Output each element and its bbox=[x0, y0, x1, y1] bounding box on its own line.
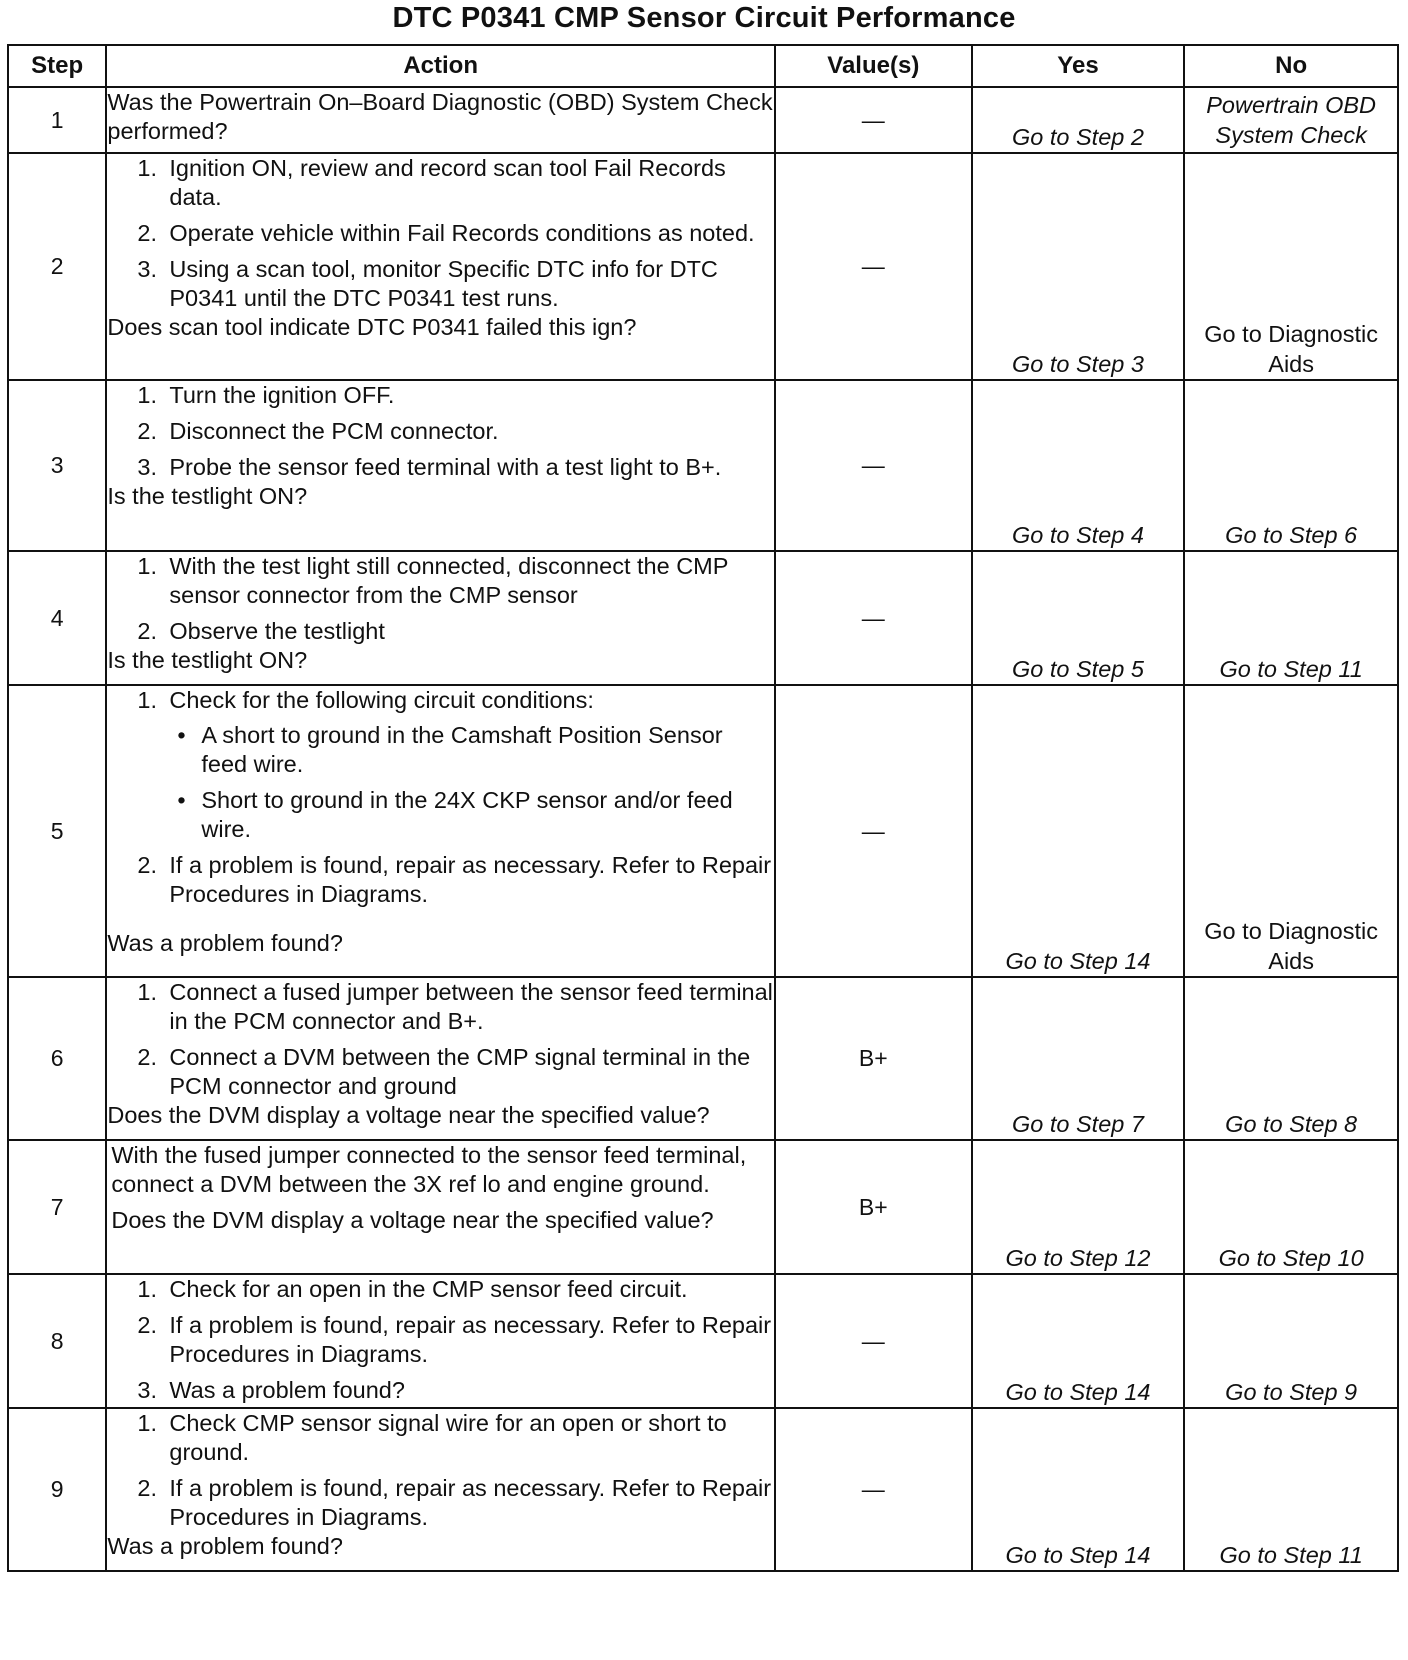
yes-cell: Go to Step 14 bbox=[972, 1408, 1185, 1571]
no-cell: Go to Step 8 bbox=[1184, 977, 1398, 1140]
list-item: 1. Check for an open in the CMP sensor feed circuit. bbox=[137, 1276, 688, 1302]
no-cell: Go to Step 10 bbox=[1184, 1140, 1398, 1274]
question-text: Does the DVM display a voltage near the specified value? bbox=[107, 1102, 710, 1128]
action-cell bbox=[106, 1408, 775, 1571]
question-text: Does scan tool indicate DTC P0341 failed this ign? bbox=[107, 314, 637, 340]
list-item: 1. Ignition ON, review and record scan tool Fail Records data. bbox=[137, 155, 726, 210]
no-cell: Powertrain OBD System Check bbox=[1184, 87, 1398, 153]
action-cell bbox=[106, 551, 775, 685]
list-item: 3. Probe the sensor feed terminal with a test light to B+. bbox=[137, 454, 722, 480]
instruction-list bbox=[107, 978, 774, 1101]
step-number: 7 bbox=[8, 1140, 106, 1274]
no-cell: Go to Diagnostic Aids bbox=[1184, 153, 1398, 380]
value-cell: — bbox=[775, 551, 972, 685]
header-row bbox=[8, 45, 1398, 87]
yes-cell: Go to Step 7 bbox=[972, 977, 1185, 1140]
question-text: Was a problem found? bbox=[107, 930, 343, 956]
question-text: Is the testlight ON? bbox=[107, 647, 308, 673]
table-row bbox=[8, 380, 1398, 551]
step-number: 4 bbox=[8, 551, 106, 685]
header-yes: Yes bbox=[972, 45, 1185, 87]
action-cell bbox=[106, 685, 775, 977]
value-cell: — bbox=[775, 380, 972, 551]
instruction-list bbox=[107, 154, 774, 313]
value-cell: — bbox=[775, 1274, 972, 1408]
step-number: 6 bbox=[8, 977, 106, 1140]
action-cell bbox=[106, 380, 775, 551]
yes-cell: Go to Step 2 bbox=[972, 87, 1185, 153]
instruction-list bbox=[107, 686, 774, 909]
page-title: DTC P0341 CMP Sensor Circuit Performance bbox=[392, 2, 1016, 34]
list-item: 2. If a problem is found, repair as necessary. Refer to Repair Procedures in Diagrams. bbox=[137, 1312, 772, 1367]
action-text: Was the Powertrain On–Board Diagnostic (OBD) System Check performed? bbox=[107, 89, 773, 144]
table-row bbox=[8, 1140, 1398, 1274]
no-cell: Go to Step 11 bbox=[1184, 551, 1398, 685]
list-item: 3. Was a problem found? bbox=[137, 1377, 405, 1403]
table-row bbox=[8, 87, 1398, 153]
action-cell bbox=[106, 87, 775, 153]
yes-cell: Go to Step 4 bbox=[972, 380, 1185, 551]
step-number: 9 bbox=[8, 1408, 106, 1571]
action-cell bbox=[106, 1140, 775, 1274]
question-text: Does the DVM display a voltage near the specified value? bbox=[111, 1207, 714, 1233]
value-cell: — bbox=[775, 87, 972, 153]
action-cell bbox=[106, 977, 775, 1140]
list-item: 2. Operate vehicle within Fail Records conditions as noted. bbox=[137, 220, 755, 246]
list-item: 2. Observe the testlight bbox=[137, 618, 385, 644]
list-item: 3. Using a scan tool, monitor Specific DTC info for DTC P0341 until the DTC P0341 test runs. bbox=[137, 256, 718, 311]
value-cell: — bbox=[775, 153, 972, 380]
table-row bbox=[8, 685, 1398, 977]
header-step: Step bbox=[8, 45, 106, 87]
value-cell: B+ bbox=[775, 977, 972, 1140]
list-item: 1. Check for the following circuit conditions: • A short to ground in the Camshaft Position Sensor feed wire. • Short to ground in the 24X CKP sensor and/or feed wire. bbox=[107, 686, 774, 844]
action-text: With the fused jumper connected to the sensor feed terminal, connect a DVM between the 3X ref lo and engine ground. bbox=[111, 1142, 747, 1197]
value-cell: — bbox=[775, 685, 972, 977]
list-item: 2. If a problem is found, repair as necessary. Refer to Repair Procedures in Diagrams. bbox=[137, 852, 772, 907]
step-number: 3 bbox=[8, 380, 106, 551]
list-item: 2. Connect a DVM between the CMP signal terminal in the PCM connector and ground bbox=[137, 1044, 751, 1099]
table-row bbox=[8, 1274, 1398, 1408]
table-row bbox=[8, 1408, 1398, 1571]
yes-cell: Go to Step 3 bbox=[972, 153, 1185, 380]
header-no: No bbox=[1184, 45, 1398, 87]
list-item: 2. If a problem is found, repair as necessary. Refer to Repair Procedures in Diagrams. bbox=[137, 1475, 772, 1530]
instruction-list bbox=[107, 1275, 774, 1405]
bullet-icon: • bbox=[177, 787, 186, 813]
list-item: 1. Check CMP sensor signal wire for an open or short to ground. bbox=[137, 1410, 727, 1465]
list-item: 1. Connect a fused jumper between the sensor feed terminal in the PCM connector and B+. bbox=[137, 979, 773, 1034]
bullet-icon: • bbox=[177, 722, 186, 748]
header-value: Value(s) bbox=[775, 45, 972, 87]
no-cell: Go to Step 11 bbox=[1184, 1408, 1398, 1571]
no-cell: Go to Diagnostic Aids bbox=[1184, 685, 1398, 977]
table-row bbox=[8, 551, 1398, 685]
value-cell: — bbox=[775, 1408, 972, 1571]
list-item: 1. With the test light still connected, disconnect the CMP sensor connector from the CMP sensor bbox=[137, 553, 728, 608]
spacer bbox=[107, 909, 774, 929]
diagnostic-table bbox=[7, 44, 1399, 1572]
bullet-item: • A short to ground in the Camshaft Position Sensor feed wire. bbox=[177, 722, 723, 777]
action-cell bbox=[106, 153, 775, 380]
no-cell: Go to Step 6 bbox=[1184, 380, 1398, 551]
instruction-list bbox=[107, 1409, 774, 1532]
instruction-list bbox=[107, 381, 774, 482]
instruction-list bbox=[107, 552, 774, 646]
list-item: 1. Turn the ignition OFF. bbox=[137, 382, 395, 408]
header-action: Action bbox=[106, 45, 775, 87]
table-row bbox=[8, 977, 1398, 1140]
yes-cell: Go to Step 14 bbox=[972, 685, 1185, 977]
bullet-list bbox=[169, 721, 774, 844]
value-cell: B+ bbox=[775, 1140, 972, 1274]
bullet-item: • Short to ground in the 24X CKP sensor and/or feed wire. bbox=[177, 787, 733, 842]
step-number: 2 bbox=[8, 153, 106, 380]
question-text: Is the testlight ON? bbox=[107, 483, 308, 509]
list-item: 2. Disconnect the PCM connector. bbox=[137, 418, 499, 444]
table-row bbox=[8, 153, 1398, 380]
step-number: 5 bbox=[8, 685, 106, 977]
step-number: 8 bbox=[8, 1274, 106, 1408]
no-cell: Go to Step 9 bbox=[1184, 1274, 1398, 1408]
question-text: Was a problem found? bbox=[107, 1533, 343, 1559]
yes-cell: Go to Step 5 bbox=[972, 551, 1185, 685]
action-cell bbox=[106, 1274, 775, 1408]
yes-cell: Go to Step 12 bbox=[972, 1140, 1185, 1274]
step-number: 1 bbox=[8, 87, 106, 153]
yes-cell: Go to Step 14 bbox=[972, 1274, 1185, 1408]
